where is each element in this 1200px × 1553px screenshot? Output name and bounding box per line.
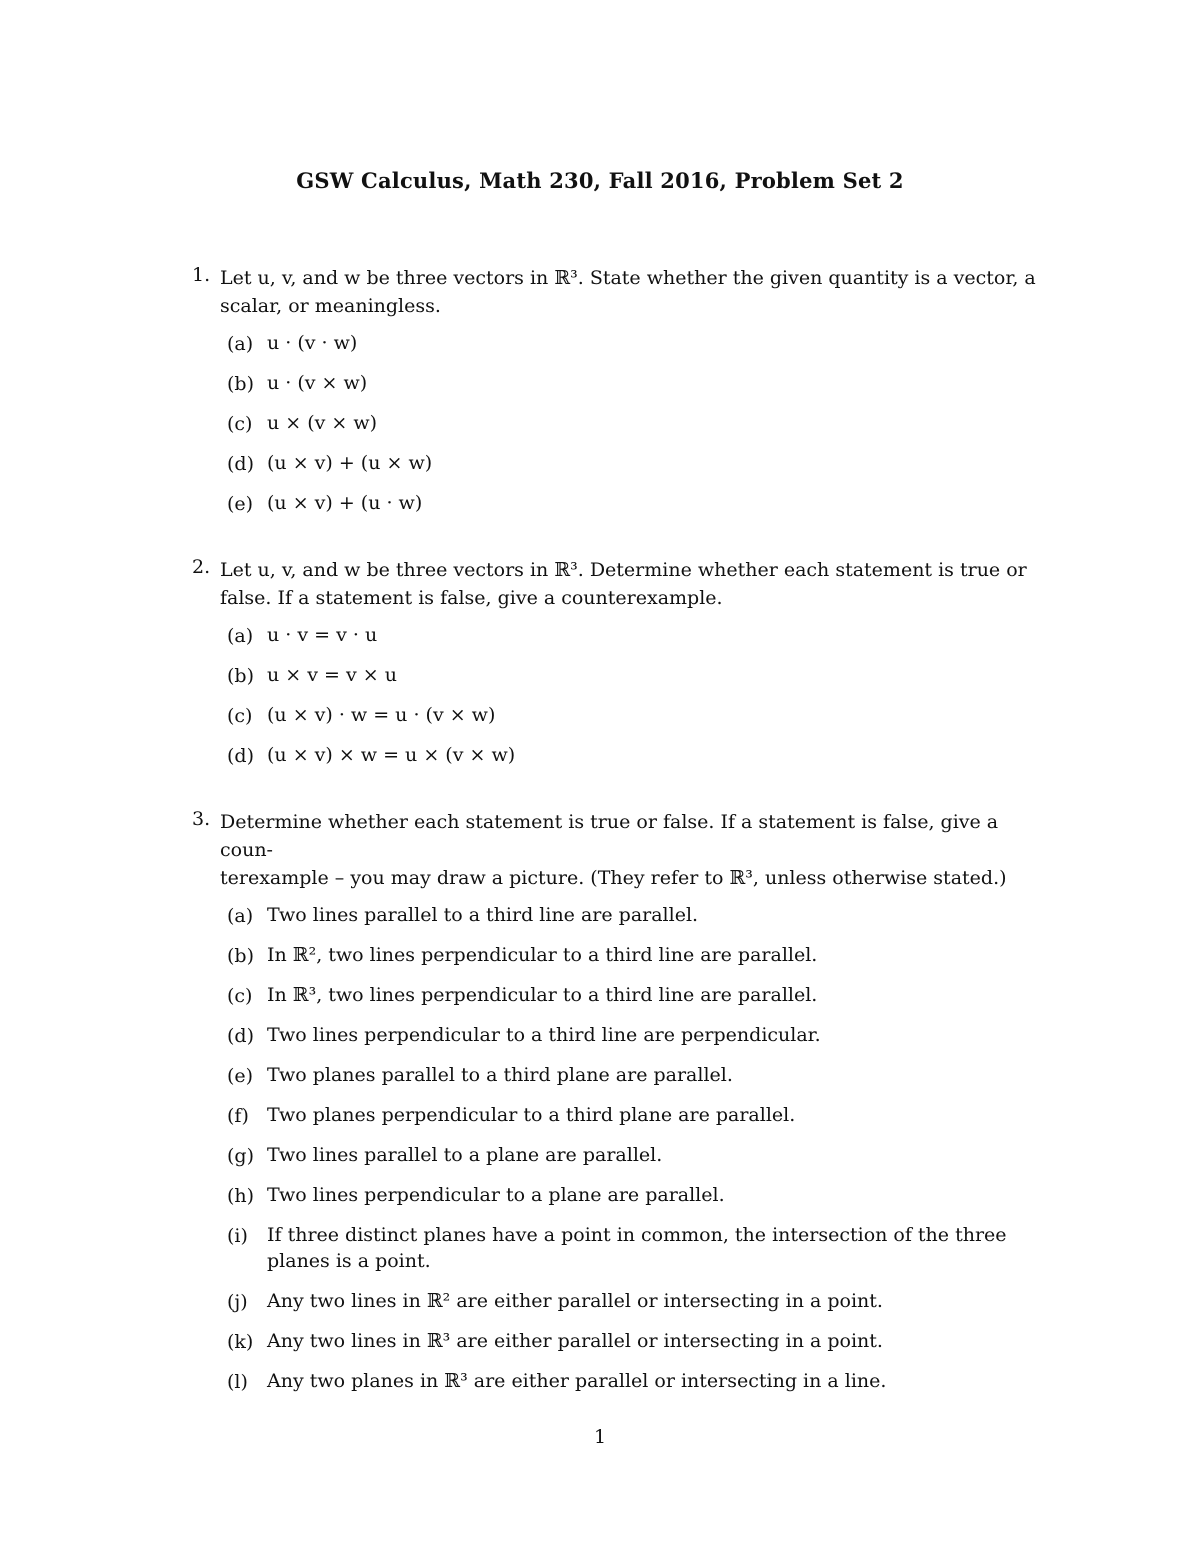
sub-item-label: (a) — [227, 625, 254, 647]
sub-item-text: (u × v) + (u · w) — [267, 492, 423, 514]
sub-item-label: (j) — [227, 1291, 248, 1313]
sub-item-label: (e) — [227, 1065, 254, 1087]
sub-item — [192, 902, 1042, 942]
sub-item — [192, 622, 1042, 662]
sub-item-text: In ℝ², two lines perpendicular to a third line are parallel. — [267, 944, 818, 966]
sub-item — [192, 1222, 1042, 1288]
problem-1 — [192, 264, 1042, 530]
sub-item-text: u · v = v · u — [267, 624, 378, 646]
sub-item-text: Any two lines in ℝ³ are either parallel or intersecting in a point. — [267, 1330, 883, 1352]
sub-item — [192, 370, 1042, 410]
sub-item — [192, 490, 1042, 530]
sub-item — [192, 1142, 1042, 1182]
page-number: 1 — [593, 1426, 607, 1448]
problem-statement-line: Let u, v, and w be three vectors in ℝ³. Determine whether each statement is true or — [220, 559, 1027, 581]
sub-item-text: Any two lines in ℝ² are either parallel or intersecting in a point. — [267, 1290, 883, 1312]
sub-item — [192, 1022, 1042, 1062]
sub-item-list — [192, 330, 1042, 530]
sub-item-label: (c) — [227, 985, 253, 1007]
document-title: GSW Calculus, Math 230, Fall 2016, Problem Set 2 — [296, 168, 904, 193]
problem-2 — [192, 556, 1042, 782]
sub-item-label: (l) — [227, 1371, 248, 1393]
sub-item — [192, 1102, 1042, 1142]
sub-item-text: If three distinct planes have a point in common, the intersection of the three planes is a point. — [267, 1224, 1007, 1272]
sub-item — [192, 702, 1042, 742]
problem-3 — [192, 808, 1042, 1408]
sub-item-label: (b) — [227, 373, 254, 395]
sub-item — [192, 742, 1042, 782]
sub-item-list — [192, 902, 1042, 1408]
sub-item-text: Two lines perpendicular to a plane are parallel. — [267, 1184, 725, 1206]
problem-statement-line: terexample – you may draw a picture. (They refer to ℝ³, unless otherwise stated.) — [220, 867, 1007, 889]
sub-item — [192, 1328, 1042, 1368]
sub-item-label: (g) — [227, 1145, 254, 1167]
sub-item-list — [192, 622, 1042, 782]
sub-item — [192, 1062, 1042, 1102]
sub-item-label: (k) — [227, 1331, 254, 1353]
problem-statement-line: false. If a statement is false, give a counterexample. — [220, 587, 723, 609]
sub-item-text: (u × v) · w = u · (v × w) — [267, 704, 496, 726]
sub-item-label: (c) — [227, 413, 253, 435]
sub-item-text: (u × v) × w = u × (v × w) — [267, 744, 516, 766]
sub-item-label: (e) — [227, 493, 254, 515]
sub-item-text: Two lines parallel to a third line are parallel. — [267, 904, 699, 926]
sub-item-text: u · (v · w) — [267, 332, 358, 354]
sub-item-text: (u × v) + (u × w) — [267, 452, 433, 474]
sub-item-text: In ℝ³, two lines perpendicular to a third line are parallel. — [267, 984, 818, 1006]
sub-item-label: (c) — [227, 705, 253, 727]
sub-item-text: Two lines parallel to a plane are parallel. — [267, 1144, 663, 1166]
sub-item — [192, 662, 1042, 702]
sub-item-label: (f) — [227, 1105, 249, 1127]
sub-item-label: (d) — [227, 453, 254, 475]
sub-item-label: (h) — [227, 1185, 255, 1207]
sub-item-label: (i) — [227, 1225, 248, 1247]
sub-item-text: Two planes perpendicular to a third plane are parallel. — [267, 1104, 796, 1126]
sub-item-label: (b) — [227, 665, 254, 687]
sub-item-text: u · (v × w) — [267, 372, 368, 394]
sub-item-label: (a) — [227, 905, 254, 927]
sub-item — [192, 982, 1042, 1022]
sub-item — [192, 330, 1042, 370]
sub-item — [192, 1182, 1042, 1222]
sub-item — [192, 410, 1042, 450]
problem-number: 3. — [192, 808, 211, 830]
sub-item-label: (d) — [227, 745, 254, 767]
problem-statement-line: Let u, v, and w be three vectors in ℝ³. State whether the given quantity is a vector, a — [220, 267, 1036, 289]
problem-statement-line: scalar, or meaningless. — [220, 295, 441, 317]
sub-item-label: (b) — [227, 945, 254, 967]
sub-item-text: Two lines perpendicular to a third line are perpendicular. — [267, 1024, 821, 1046]
sub-item-text: u × v = v × u — [267, 664, 397, 686]
sub-item-text: u × (v × w) — [267, 412, 378, 434]
sub-item — [192, 450, 1042, 490]
sub-item — [192, 1368, 1042, 1408]
sub-item-label: (a) — [227, 333, 254, 355]
problem-number: 2. — [192, 556, 211, 578]
problem-statement-line: Determine whether each statement is true or false. If a statement is false, give a coun- — [220, 811, 999, 861]
sub-item — [192, 1288, 1042, 1328]
problem-number: 1. — [192, 264, 211, 286]
sub-item-label: (d) — [227, 1025, 254, 1047]
sub-item-text: Two planes parallel to a third plane are parallel. — [267, 1064, 733, 1086]
sub-item-text: Any two planes in ℝ³ are either parallel or intersecting in a line. — [267, 1370, 887, 1392]
sub-item — [192, 942, 1042, 982]
